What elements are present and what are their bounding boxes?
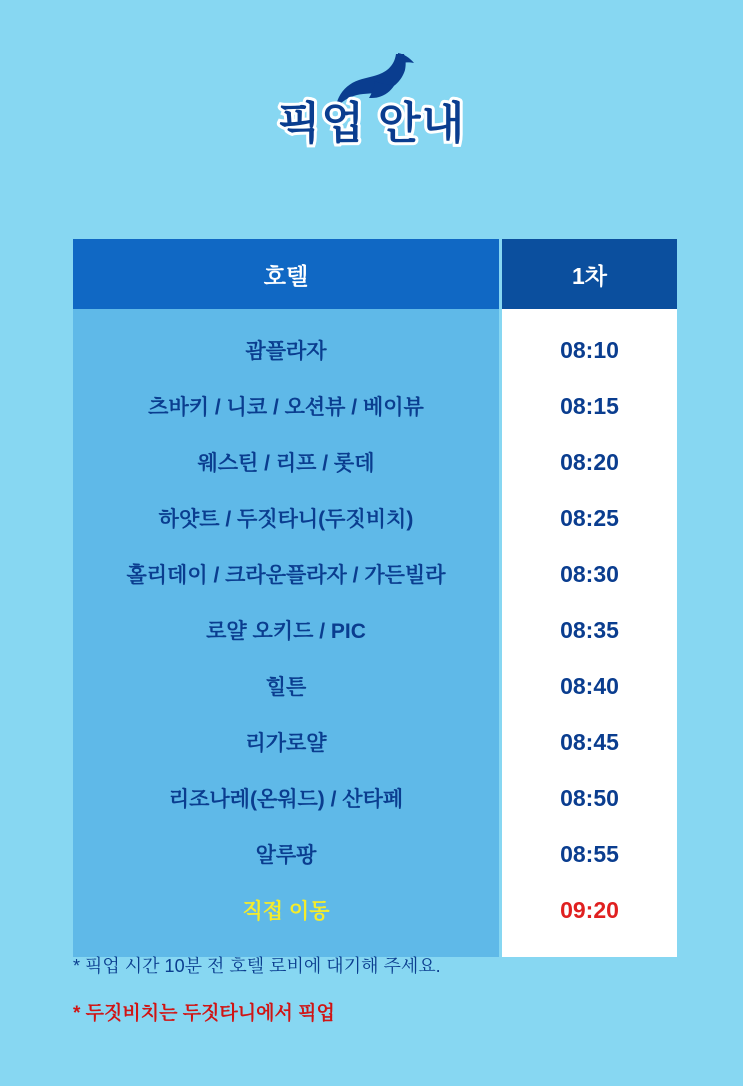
- column-header-time: 1차: [501, 239, 678, 309]
- cell-time: 08:20: [501, 434, 678, 490]
- table-row: [73, 309, 677, 378]
- table-row: [73, 490, 677, 546]
- table-row: [73, 770, 677, 826]
- cell-time: 08:10: [501, 309, 678, 378]
- cell-hotel: 리가로얄: [73, 714, 501, 770]
- cell-hotel: 하얏트 / 두짓타니(두짓비치): [73, 490, 501, 546]
- table-row: [73, 434, 677, 490]
- cell-hotel: 힐튼: [73, 658, 501, 714]
- cell-hotel: 웨스틴 / 리프 / 롯데: [73, 434, 501, 490]
- note-dusit-beach: * 두짓비치는 두짓타니에서 픽업: [73, 1003, 335, 1024]
- table-row: [73, 714, 677, 770]
- cell-time: 08:40: [501, 658, 678, 714]
- table-row: [73, 826, 677, 882]
- table-row-highlight: [73, 882, 677, 957]
- page-header: [0, 0, 743, 148]
- cell-time: 08:45: [501, 714, 678, 770]
- column-header-hotel: 호텔: [73, 239, 501, 309]
- cell-time: 08:30: [501, 546, 678, 602]
- table-row: [73, 658, 677, 714]
- cell-time: 08:55: [501, 826, 678, 882]
- cell-hotel: 홀리데이 / 크라운플라자 / 가든빌라: [73, 546, 501, 602]
- cell-hotel: 로얄 오키드 / PIC: [73, 602, 501, 658]
- notes-section: [73, 952, 693, 1025]
- table-row: [73, 378, 677, 434]
- pickup-table: [73, 239, 677, 957]
- table-row: [73, 546, 677, 602]
- page-title: 픽업 안내: [277, 99, 466, 148]
- cell-hotel: 알루팡: [73, 826, 501, 882]
- cell-time: 09:20: [501, 882, 678, 957]
- table-header: [73, 239, 677, 309]
- table-row: [73, 602, 677, 658]
- cell-hotel: 직접 이동: [73, 882, 501, 957]
- cell-time: 08:35: [501, 602, 678, 658]
- note-pickup-time: * 픽업 시간 10분 전 호텔 로비에 대기해 주세요.: [73, 956, 441, 976]
- cell-time: 08:15: [501, 378, 678, 434]
- cell-time: 08:25: [501, 490, 678, 546]
- table-body: [73, 309, 677, 957]
- cell-hotel: 리조나레(온워드) / 산타페: [73, 770, 501, 826]
- cell-hotel: 츠바키 / 니코 / 오션뷰 / 베이뷰: [73, 378, 501, 434]
- cell-time: 08:50: [501, 770, 678, 826]
- table-header-row: [73, 239, 677, 309]
- cell-hotel: 괌플라자: [73, 309, 501, 378]
- pickup-table-container: [73, 239, 670, 957]
